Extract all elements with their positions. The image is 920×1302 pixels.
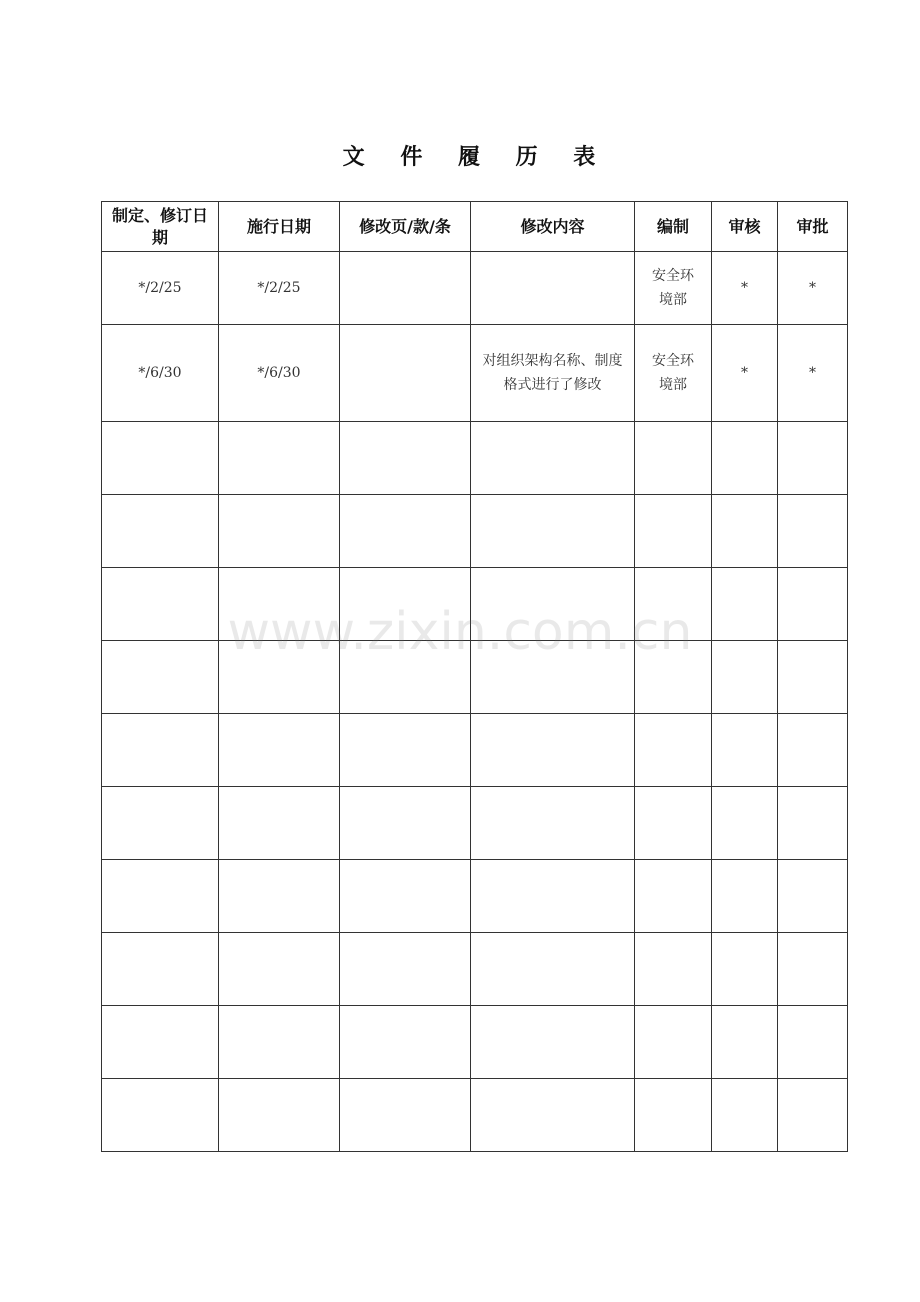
header-modified-pages: 修改页/款/条	[340, 202, 471, 252]
header-row	[102, 202, 848, 252]
empty-row	[102, 933, 848, 1006]
cell-reviewed-by: *	[712, 325, 778, 422]
empty-row	[102, 1079, 848, 1152]
watermark: www.zixin.com.cn	[227, 602, 693, 662]
cell-approved-by: *	[778, 325, 848, 422]
empty-row	[102, 1006, 848, 1079]
cell-modified-pages	[340, 252, 471, 325]
cell-date-made: */2/25	[102, 252, 219, 325]
empty-row	[102, 787, 848, 860]
cell-date-effective: */2/25	[219, 252, 340, 325]
empty-row	[102, 641, 848, 714]
cell-modification: 对组织架构名称、制度格式进行了修改	[471, 325, 635, 422]
empty-row	[102, 568, 848, 641]
header-compiled-by: 编制	[635, 202, 712, 252]
header-modification: 修改内容	[471, 202, 635, 252]
cell-modified-pages	[340, 325, 471, 422]
header-date-made: 制定、修订日期	[102, 202, 219, 252]
document-title: 文 件 履 历 表	[342, 145, 610, 170]
cell-modification	[471, 252, 635, 325]
cell-compiled-by: 安全环境部	[635, 325, 712, 422]
header-reviewed-by: 审核	[712, 202, 778, 252]
empty-row	[102, 714, 848, 787]
cell-date-made: */6/30	[102, 325, 219, 422]
cell-reviewed-by: *	[712, 252, 778, 325]
revision-history-table	[101, 201, 848, 1152]
cell-compiled-by: 安全环境部	[635, 252, 712, 325]
empty-row	[102, 860, 848, 933]
empty-row	[102, 495, 848, 568]
header-date-effective: 施行日期	[219, 202, 340, 252]
table-row	[102, 325, 848, 422]
cell-date-effective: */6/30	[219, 325, 340, 422]
header-approved-by: 审批	[778, 202, 848, 252]
empty-row	[102, 422, 848, 495]
table-row	[102, 252, 848, 325]
cell-approved-by: *	[778, 252, 848, 325]
